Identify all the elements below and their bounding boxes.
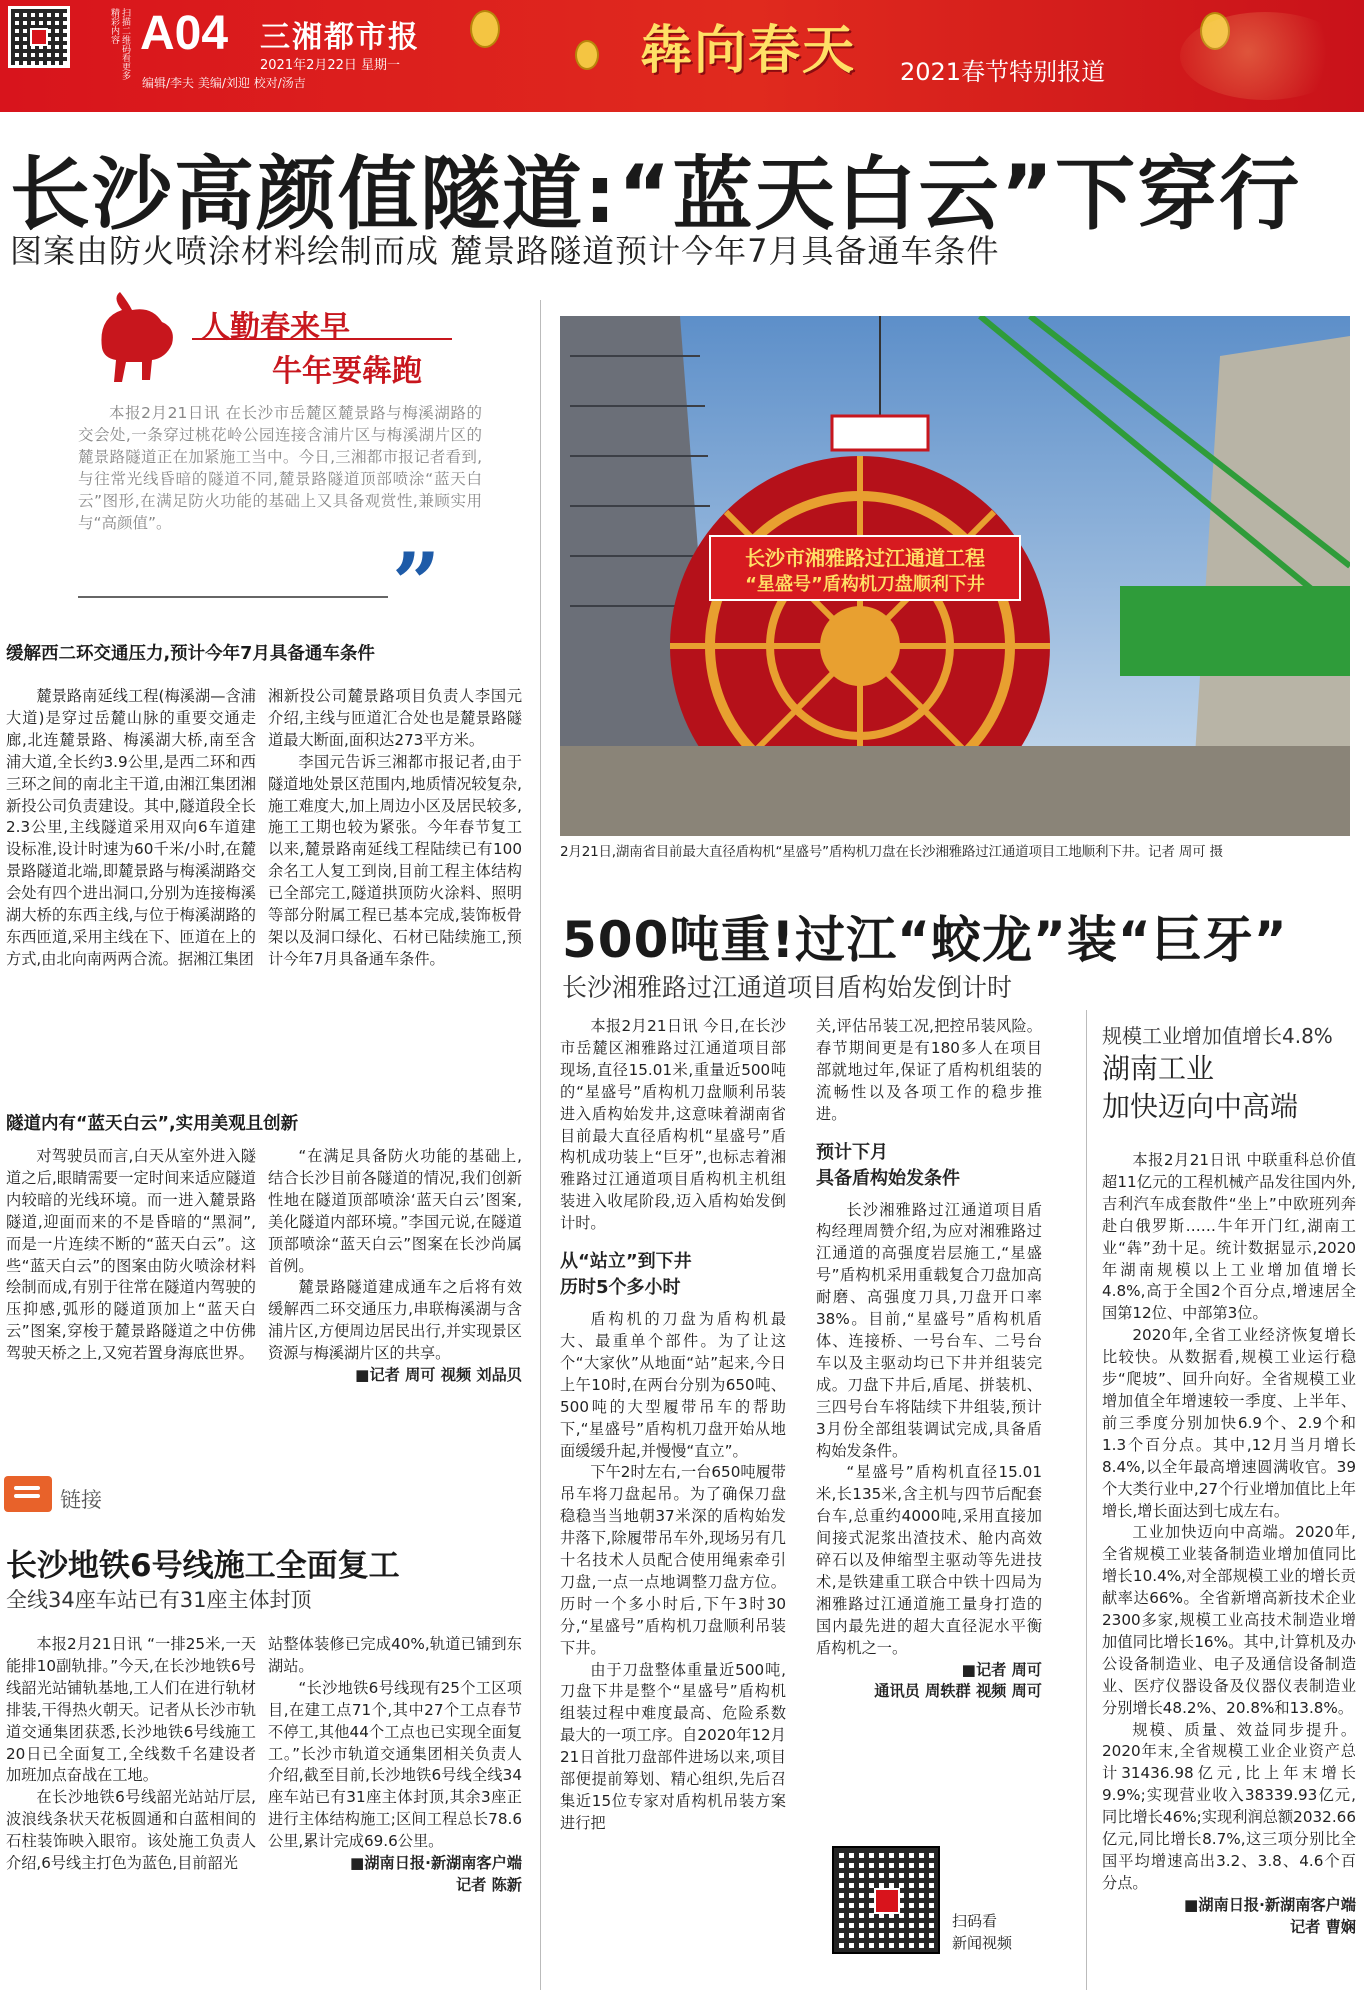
article-paragraph: “星盛号”盾构机直径15.01米,长135米,含主机与四节后配套台车,总重约4000吨,采用直接加间接式泥浆出渣技术、舱内高效碎石以及伸缩型主驱动等先进技术,是铁建重工联合中铁十四局为湘雅路过江通道施工量身打造的国内最先进的超大直径泥水平衡盾构机之一。	[816, 1463, 1042, 1657]
byline: ■湖南日报·新湖南客户端	[350, 1854, 522, 1873]
newspaper-name: 三湘都市报	[260, 20, 420, 55]
column-divider	[540, 300, 541, 1990]
slogan-line-1: 人勤春来早	[200, 310, 350, 345]
section-heading: 隧道内有“蓝天白云”,实用美观且创新	[6, 1114, 299, 1134]
sub-heading: 预计下月 具备盾构始发条件	[816, 1141, 960, 1189]
news-photo[interactable]	[560, 316, 1350, 836]
masthead	[0, 0, 1364, 112]
festival-banner-title: 犇向春天	[640, 20, 857, 81]
qr-caption: 扫描二维码看更多精彩内容	[109, 8, 130, 80]
column-divider	[1086, 1010, 1087, 1990]
article-paragraph: 站整体装修已完成40%,轨道已铺到东湖站。	[268, 1635, 522, 1675]
qr-caption-line-1: 扫码看	[952, 1912, 998, 1930]
staff-credits: 编辑/李夫 美编/刘迎 校对/汤吉	[142, 76, 306, 90]
article-paragraph: 下午2时左右,一台650吨履带吊车将刀盘起吊。为了确保刀盘稳稳当当地朝37米深的盾构始发井落下,除履带吊车外,现场另有几十名技术人员配合使用绳索牵引刀盘,一点一点地调整刀盘方位。历时一个多小时后,下午3时30分,“星盛号”盾构机刀盘顺利吊装下井。	[560, 1463, 786, 1657]
article-column	[560, 1016, 786, 1835]
article-paragraph: 本报2月21日讯 今日,在长沙市岳麓区湘雅路过江通道项目部现场,直径15.01米,重量近500吨的“星盛号”盾构机刀盘顺利吊装进入盾构始发井,这意味着湖南省目前最大直径盾构机“星盛号”盾构机成功装上“巨牙”,也标志着湘雅路过江通道项目盾构机主机组装进入收尾阶段,迈入盾构始发倒计时。	[560, 1017, 786, 1233]
main-subheadline: 图案由防火喷涂材料绘制而成 麓景路隧道预计今年7月具备通车条件	[10, 232, 1000, 270]
article-paragraph: 对驾驶员而言,白天从室外进入隧道之后,眼睛需要一定时间来适应隧道内较暗的光线环境。而一进入麓景路隧道,迎面而来的不是昏暗的“黑洞”,而是一片连续不断的“蓝天白云”。这些“蓝天白云”的图案由防火喷涂材料绘制而成,有别于往常在隧道内驾驶的压抑感,弧形的隧道顶加上“蓝天白云”图案,穿梭于麓景路隧道之中仿佛驾驶天桥之上,又宛若置身海底世界。	[6, 1147, 256, 1363]
article-column	[268, 686, 522, 971]
lantern-icon	[470, 10, 500, 48]
article-subheadline: 全线34座车站已有31座主体封顶	[6, 1588, 312, 1612]
article-paragraph: 工业加快迈向中高端。2020年,全省规模工业装备制造业增加值同比增长10.4%,对全部规模工业的增长贡献率达66%。全省新增高新技术企业2300多家,规模工业高技术制造业增加值同比增长16%。其中,计算机及办公设备制造业、电子及通信设备制造业、医疗仪器设备及仪器仪表制造业分别增长48.2%、20.8%和13.8%。	[1102, 1523, 1356, 1717]
article-paragraph: 长沙湘雅路过江通道项目盾构经理周赞介绍,为应对湘雅路过江通道的高强度岩层施工,“星盛号”盾构机采用重载复合刀盘加高耐磨、高强度刀具,刀盘开口率38%。目前,“星盛号”盾构机盾体、连接桥、一号台车、二号台车以及主驱动均已下井并组装完成。刀盘下井后,盾尾、拼装机、三四号台车将陆续下井组装,预计3月份全部组装调试完成,具备盾构始发条件。	[816, 1200, 1042, 1460]
article-paragraph: 在长沙地铁6号线韶光站站厅层,波浪线条状天花板圆通和白蓝相间的石柱装饰映入眼帘。该处施工负责人介绍,6号线主打色为蓝色,目前韶光	[6, 1788, 256, 1873]
byline: 通讯员 周轶群 视频 周可	[874, 1682, 1042, 1701]
qr-caption	[952, 1910, 1012, 1954]
photo-sign-line-1: 长沙市湘雅路过江通道工程	[745, 546, 985, 570]
article-column	[268, 1634, 522, 1897]
article-headline: 500吨重!过江“蛟龙”装“巨牙”	[562, 911, 1288, 969]
photo-sign-line-2: “星盛号”盾构机刀盘顺利下井	[745, 574, 985, 595]
article-paragraph: “在满足具备防火功能的基础上,结合长沙目前各隧道的情况,我们创新性地在隧道顶部喷涂‘蓝天白云’图案,美化隧道内部环境。”李国元说,在隧道顶部喷涂“蓝天白云”图案在长沙尚属首例。	[268, 1147, 522, 1275]
article-paragraph: 本报2月21日讯 “一排25米,一天能排10副轨排。”今天,在长沙地铁6号线韶光站铺轨基地,工人们在进行轨材排装,干得热火朝天。记者从长沙市轨道交通集团获悉,长沙地铁6号线施工20日已全面复工,全线数千名建设者加班加点奋战在工地。	[6, 1635, 256, 1785]
byline: 记者 陈新	[455, 1875, 522, 1894]
byline: ■湖南日报·新湖南客户端	[1184, 1895, 1356, 1914]
link-icon	[4, 1476, 52, 1512]
article-column	[268, 1146, 522, 1387]
article-paragraph: 关,评估吊装工况,把控吊装风险。春节期间更是有180多人在项目部就地过年,保证了盾构机组装的流畅性以及各项工作的稳步推进。	[816, 1017, 1042, 1123]
article-paragraph: 麓景路南延线工程(梅溪湖—含浦大道)是穿过岳麓山脉的重要交通走廊,北连麓景路、梅溪湖大桥,南至含浦大道,全长约3.9公里,是西二环和西三环之间的南北主干道,由湘江集团湘新投公司负责建设。其中,隧道段全长2.3公里,主线隧道采用双向6车道建设标准,设计时速为60千米/小时,在麓景路隧道北端,即麓景路与梅溪湖路交会处有四个进出洞口,分别为连接梅溪湖大桥的东西主线,与位于梅溪湖路的东西匝道,采用主线在下、匝道在上的方式,由北向南两两合流。据湘江集团	[6, 687, 256, 968]
quote-mark-icon: ”	[392, 534, 441, 633]
lantern-icon	[575, 40, 599, 70]
sub-heading: 从“站立”到下井 历时5个多小时	[560, 1251, 692, 1299]
video-qr-code[interactable]	[832, 1846, 940, 1954]
article-column	[6, 686, 256, 971]
byline: ■记者 周可	[961, 1660, 1042, 1679]
ox-icon	[92, 288, 178, 388]
section-heading: 缓解西二环交通压力,预计今年7月具备通车条件	[6, 644, 375, 664]
slogan-line-2: 牛年要犇跑	[272, 354, 422, 389]
article-paragraph: 规模、质量、效益同步提升。2020年末,全省规模工业企业资产总计31436.98亿元,比上年末增长9.9%;实现营业收入38339.93亿元,同比增长46%;实现利润总额2032.66亿元,同比增长8.7%,这三项分别比全国平均增速高出3.2、3.8、4.6个百分点。	[1102, 1720, 1356, 1892]
divider	[78, 596, 388, 598]
article-kicker: 规模工业增加值增长4.8%	[1102, 1024, 1333, 1048]
ox-decoration-icon	[1180, 12, 1350, 100]
byline: 记者 曹娴	[1289, 1917, 1356, 1936]
lead-paragraph: 本报2月21日讯 在长沙市岳麓区麓景路与梅溪湖路的交会处,一条穿过桃花岭公园连接含浦片区与梅溪湖片区的麓景路隧道正在加紧施工当中。今日,三湘都市报记者看到,与往常光线昏暗的隧道不同,麓景路隧道顶部喷涂“蓝天白云”图形,在满足防火功能的基础上又具备观赏性,兼顾实用与“高颜值”。	[78, 404, 482, 532]
article-headline: 长沙地铁6号线施工全面复工	[6, 1548, 400, 1584]
qr-code[interactable]	[8, 6, 70, 68]
article-column	[6, 1146, 256, 1365]
issue-date: 2021年2月22日 星期一	[260, 58, 401, 73]
article-paragraph: 麓景路隧道建成通车之后将有效缓解西二环交通压力,串联梅溪湖与含浦片区,方便周边居民出行,并实现景区资源与梅溪湖片区的共享。	[268, 1278, 522, 1363]
article-paragraph: 盾构机的刀盘为盾构机最大、最重单个部件。为了让这个“大家伙”从地面“站”起来,今日上午10时,在两台分别为650吨、500吨的大型履带吊车的帮助下,“星盛号”盾构机刀盘开始从地面缓缓升起,并慢慢“直立”。	[560, 1310, 786, 1460]
article-subheadline: 长沙湘雅路过江通道项目盾构始发倒计时	[562, 973, 1013, 1002]
link-label: 链接	[60, 1488, 102, 1512]
article-column	[816, 1016, 1042, 1703]
article-paragraph: 2020年,全省工业经济恢复增长比较快。从数据看,规模工业运行稳步“爬坡”、回升向好。全省规模工业增加值全年增速较一季度、上半年、前三季度分别加快6.9个、2.9个和1.3个百分点。其中,12月当月增长8.4%,以全年最高增速圆满收官。39个大类行业中,27个行业增加值比上年增长,增长面达到七成左右。	[1102, 1326, 1356, 1520]
page-number: A04	[140, 7, 229, 60]
article-column	[1102, 1150, 1356, 1939]
article-column	[6, 1634, 256, 1875]
article-paragraph: 本报2月21日讯 中联重科总价值超11亿元的工程机械产品发往国内外,吉利汽车成套散件“坐上”中欧班列奔赴白俄罗斯……牛年开门红,湖南工业“犇”劲十足。统计数据显示,2020年湖南规模以上工业增加值增长4.8%,高于全国2个百分点,增速居全国第12位、中部第3位。	[1102, 1151, 1356, 1323]
article-paragraph: 湘新投公司麓景路项目负责人李国元介绍,主线与匝道汇合处也是麓景路隧道最大断面,面积达273平方米。	[268, 687, 522, 749]
photo-caption: 2月21日,湖南省目前最大直径盾构机“星盛号”盾构机刀盘在长沙湘雅路过江通道项目工地顺利下井。记者 周可 摄	[560, 844, 1223, 860]
article-paragraph: “长沙地铁6号线现有25个工区项目,在建工点71个,其中27个工点春节不停工,其他44个工点也已实现全面复工。”长沙市轨道交通集团相关负责人介绍,截至目前,长沙地铁6号线全线34座车站已有31座主体封顶,其余3座正进行主体结构施工;区间工程总长78.6公里,累计完成69.6公里。	[268, 1678, 522, 1851]
article-paragraph: 由于刀盘整体重量近500吨,刀盘下井是整个“星盛号”盾构机组装过程中难度最高、危险系数最大的一项工序。自2020年12月21日首批刀盘部件进场以来,项目部便提前筹划、精心组织,先后召集近15位专家对盾构机吊装方案进行把	[560, 1660, 786, 1832]
slogan-logo	[92, 288, 492, 398]
qr-caption-line-2: 新闻视频	[952, 1934, 1013, 1952]
main-headline: 长沙高颜值隧道:“蓝天白云”下穿行	[10, 148, 1302, 241]
article-paragraph: 李国元告诉三湘都市报记者,由于隧道地处景区范围内,地质情况较复杂,施工难度大,加上周边小区及居民较多,施工工期也较为紧张。今年春节复工以来,麓景路南延线工程陆续已有100余名工人复工到岗,目前工程主体结构已全部完工,隧道拱顶防火涂料、照明等部分附属工程已基本完成,装饰板骨架以及洞口绿化、石材已陆续施工,预计今年7月具备通车条件。	[268, 752, 522, 968]
byline: ■记者 周可 视频 刘品贝	[355, 1366, 522, 1385]
festival-banner-subtitle: 2021春节特别报道	[900, 58, 1106, 86]
article-headline: 湖南工业 加快迈向中高端	[1102, 1052, 1299, 1123]
